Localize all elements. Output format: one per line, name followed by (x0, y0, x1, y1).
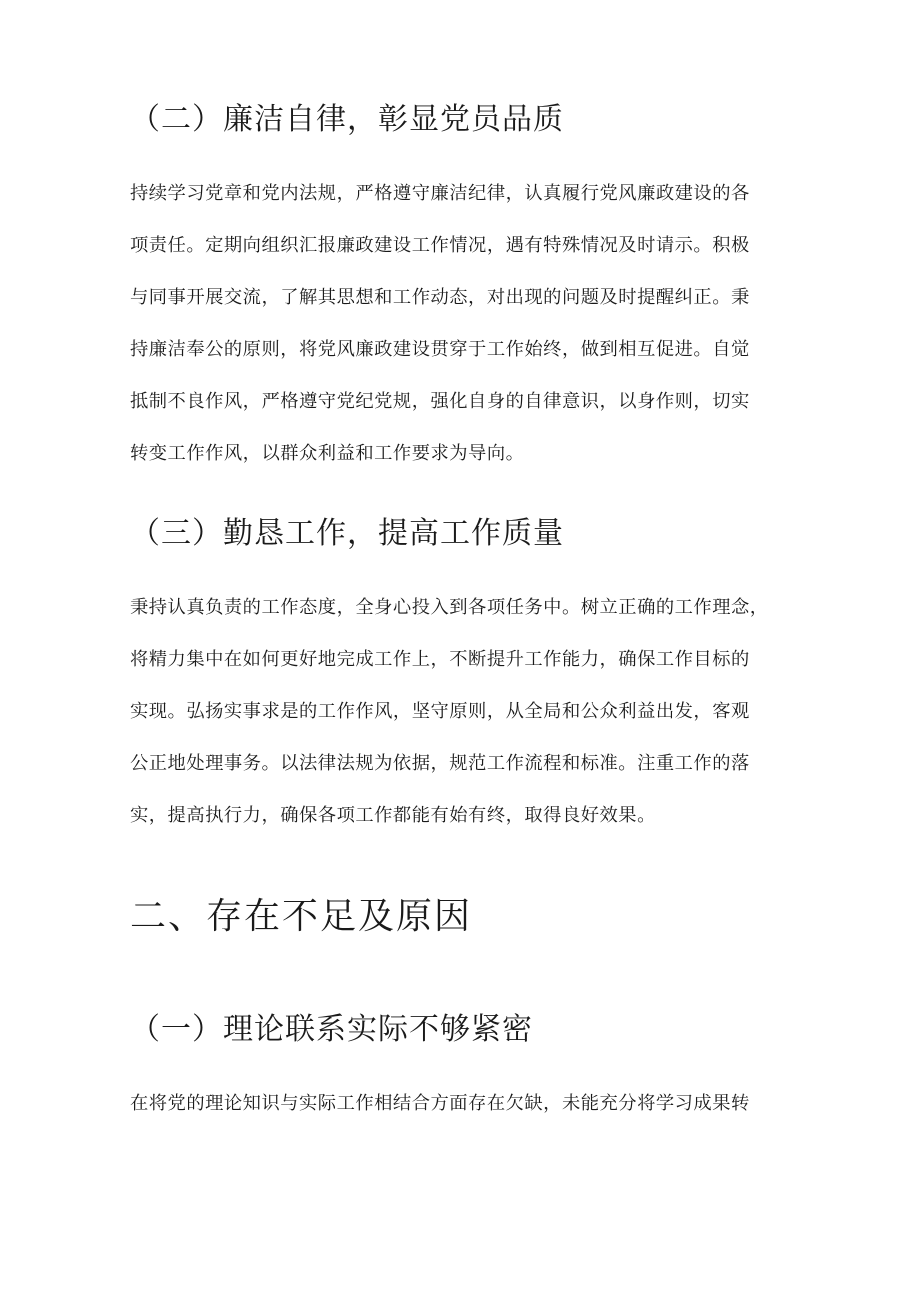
section-heading-integrity: （二）廉洁自律，彰显党员品质 (130, 102, 564, 137)
paragraph-line: 秉持认真负责的工作态度，全身心投入到各项任务中。树立正确的工作理念， (130, 597, 769, 618)
paragraph-line: 持廉洁奉公的原则，将党风廉政建设贯穿于工作始终，做到相互促进。自觉 (130, 339, 750, 360)
paragraph-line: 公正地处理事务。以法律法规为依据，规范工作流程和标准。注重工作的落 (130, 753, 750, 774)
subsection-heading-theory: （一）理论联系实际不够紧密 (130, 1012, 533, 1047)
chapter-heading: 二、存在不足及原因 (130, 896, 473, 937)
paragraph-integrity (130, 168, 795, 480)
paragraph-line: 抵制不良作风，严格遵守党纪党规，强化自身的自律意识，以身作则，切实 (130, 391, 750, 412)
paragraph-line: 持续学习党章和党内法规，严格遵守廉洁纪律，认真履行党风廉政建设的各 (130, 183, 750, 204)
paragraph-line: 项责任。定期向组织汇报廉政建设工作情况，遇有特殊情况及时请示。积极 (130, 235, 750, 256)
paragraph-line: 实现。弘扬实事求是的工作作风，坚守原则，从全局和公众利益出发，客观 (130, 701, 750, 722)
paragraph-theory (130, 1078, 795, 1130)
paragraph-diligence (130, 582, 795, 842)
paragraph-line: 实，提高执行力，确保各项工作都能有始有终，取得良好效果。 (130, 805, 656, 826)
paragraph-line: 转变工作作风，以群众利益和工作要求为导向。 (130, 443, 525, 464)
paragraph-line: 与同事开展交流，了解其思想和工作动态，对出现的问题及时提醒纠正。秉 (130, 287, 750, 308)
section-heading-diligence: （三）勤恳工作，提高工作质量 (130, 516, 564, 551)
paragraph-line: 在将党的理论知识与实际工作相结合方面存在欠缺，未能充分将学习成果转 (130, 1093, 750, 1114)
paragraph-line: 将精力集中在如何更好地完成工作上，不断提升工作能力，确保工作目标的 (130, 649, 750, 670)
